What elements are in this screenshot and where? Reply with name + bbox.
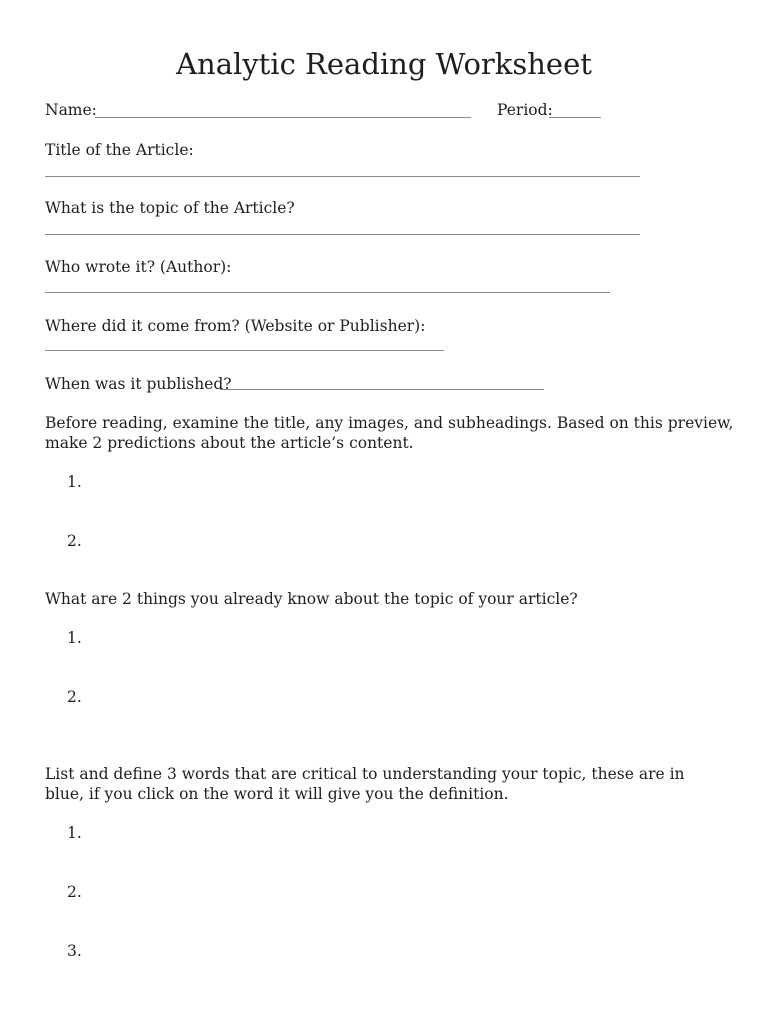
article-title-label: Title of the Article: [45,141,194,159]
article-title-line[interactable] [45,176,640,177]
vocabulary-item-1: 1. [67,824,82,842]
prediction-item-2: 2. [67,532,82,550]
name-line[interactable] [95,117,471,118]
published-question: When was it published? [45,375,232,393]
vocabulary-prompt: List and define 3 words that are critical to understanding your topic, these are in blue, if you click on the word it will give you the definition. [45,765,685,803]
prior-knowledge-prompt: What are 2 things you already know about the topic of your article? [45,590,578,608]
source-question: Where did it come from? (Website or Publisher): [45,317,426,335]
period-line[interactable] [549,117,601,118]
source-line[interactable] [45,350,444,351]
vocabulary-item-3: 3. [67,942,82,960]
vocabulary-item-2: 2. [67,883,82,901]
topic-line[interactable] [45,234,640,235]
prior-knowledge-item-1: 1. [67,629,82,647]
page-title: Analytic Reading Worksheet [176,47,592,81]
predictions-prompt: Before reading, examine the title, any images, and subheadings. Based on this preview, make 2 predictions about the article’s content. [45,414,734,452]
topic-question: What is the topic of the Article? [45,199,295,217]
name-label: Name: [45,101,97,119]
prior-knowledge-item-2: 2. [67,688,82,706]
prediction-item-1: 1. [67,473,82,491]
period-label: Period: [497,101,553,119]
author-line[interactable] [45,292,610,293]
published-line[interactable] [220,389,544,390]
author-question: Who wrote it? (Author): [45,258,232,276]
